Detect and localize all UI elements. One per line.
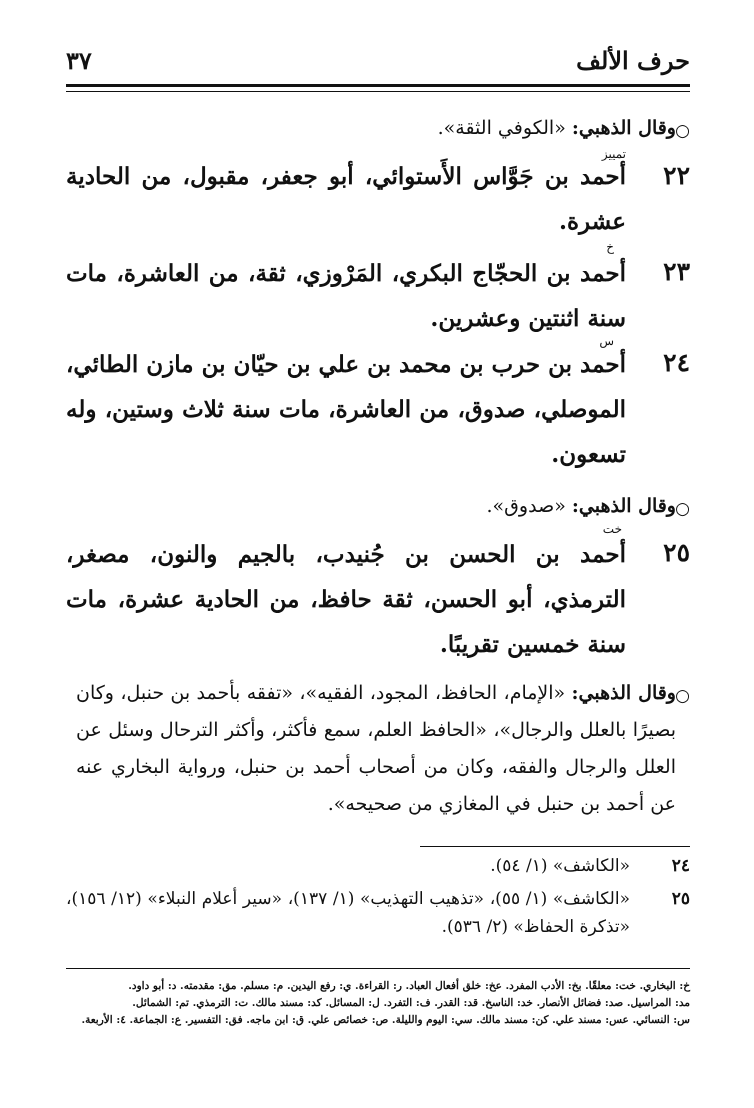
- entry-text: [66, 154, 626, 244]
- dhahabi-quote-3: [76, 675, 676, 823]
- circle-bullet-icon: ○: [675, 499, 690, 519]
- entry-text: [66, 342, 626, 477]
- quote-label: وقال الذهبي:: [571, 117, 676, 139]
- header-rule-thick: [66, 84, 690, 87]
- entry-name: أحمد: [580, 163, 626, 190]
- entry-sigla: خ: [606, 240, 614, 254]
- chapter-title: حرف الألف: [576, 46, 690, 75]
- dhahabi-quote-2: [76, 491, 676, 521]
- footnote-text: «الكاشف» (١/ ٥٥)، «تذهيب التهذيب» (١/ ١٣٧)، «سير أعلام النبلاء» (١٢/ ١٥٦)، «تذكرة الحفاظ» (٢/ ٥٣٦).: [66, 889, 630, 937]
- entry-sigla: خت: [602, 522, 622, 536]
- header-rule-thin: [66, 91, 690, 92]
- entry-number: ٢٤: [663, 348, 690, 377]
- entry-24: [66, 334, 690, 477]
- footnote-number: ٢٤: [671, 856, 690, 876]
- entry-number: ٢٥: [663, 538, 690, 567]
- entry-22: [66, 147, 690, 244]
- symbol-key: [66, 978, 690, 1029]
- symbol-key-line: س: النسائي. عس: مسند علي. كن: مسند مالك. سي: اليوم والليلة. ص: خصائص علي. ق: ابن ماجه. فق: التفسير. ع: الجماعة. ٤: الأربعة.: [81, 1014, 690, 1026]
- quote-text: «الإمام، الحافظ، المجود، الفقيه»، «تفقه بأحمد بن حنبل، وكان بصيرًا بالعلل والرجال»، «الحافظ العلم، سمع فأكثر، وأكثر الترحال وسئل عن العلل والرجال والفقه، وكان من أصحاب أحمد بن حنبل، ورواية البخاري عنه عن أحمد بن حنبل في المغازي من صحيحه».: [76, 682, 676, 815]
- entry-text: [66, 251, 626, 341]
- footnote-rule: [420, 846, 690, 847]
- entry-body: بن الحجّاج البكري، المَرْوزي، ثقة، من العاشرة، مات سنة اثنتين وعشرين.: [66, 260, 626, 332]
- entry-body: بن جَوَّاس الأَستوائي، أبو جعفر، مقبول، من الحادية عشرة.: [66, 163, 626, 235]
- entry-23: [66, 240, 690, 341]
- dhahabi-quote-1: [76, 113, 676, 143]
- running-header: [66, 44, 690, 82]
- footnote-number: ٢٥: [671, 889, 690, 909]
- entry-body: بن حرب بن محمد بن علي بن حيّان بن مازن الطائي، الموصلي، صدوق، من العاشرة، مات سنة ثلاث وستين، وله تسعون.: [66, 351, 626, 468]
- symbol-key-line: خ: البخاري. خت: معلقًا. بخ: الأدب المفرد. عخ: خلق أفعال العباد. ر: القراءة. ي: رفع اليدين. م: مسلم. مق: مقدمته. د: أبو داود.: [128, 980, 690, 992]
- entry-sigla: س: [599, 334, 614, 348]
- circle-bullet-icon: ○: [675, 121, 690, 141]
- footnote-24: [66, 852, 690, 880]
- symbol-key-line: مد: المراسيل. صد: فضائل الأنصار. خد: الناسخ. قد: القدر. ف: التفرد. ل: المسائل. كد: مسند مالك. ت: الترمذي. تم: الشمائل.: [132, 997, 690, 1009]
- entry-name: أحمد: [580, 541, 626, 568]
- footnote-25: [66, 885, 690, 941]
- quote-text: «الكوفي الثقة».: [437, 117, 566, 139]
- circle-bullet-icon: ○: [675, 686, 690, 706]
- quote-label: وقال الذهبي:: [571, 495, 676, 517]
- entry-25: [66, 522, 690, 667]
- entry-number: ٢٢: [663, 161, 690, 190]
- entry-name: أحمد: [580, 260, 626, 287]
- entry-body: بن الحسن بن جُنيدب، بالجيم والنون، مصغر، الترمذي، أبو الحسن، ثقة حافظ، من الحادية عشرة، مات سنة خمسين تقريبًا.: [66, 541, 626, 658]
- key-rule: [66, 968, 690, 969]
- entry-name: أحمد: [580, 351, 626, 378]
- quote-label: وقال الذهبي:: [571, 682, 676, 704]
- page-number: ٣٧: [66, 46, 92, 75]
- entry-number: ٢٣: [663, 257, 690, 286]
- entry-sigla: تمييز: [601, 147, 626, 161]
- footnote-text: «الكاشف» (١/ ٥٤).: [490, 856, 630, 876]
- entry-text: [66, 532, 626, 667]
- quote-text: «صدوق».: [486, 495, 566, 517]
